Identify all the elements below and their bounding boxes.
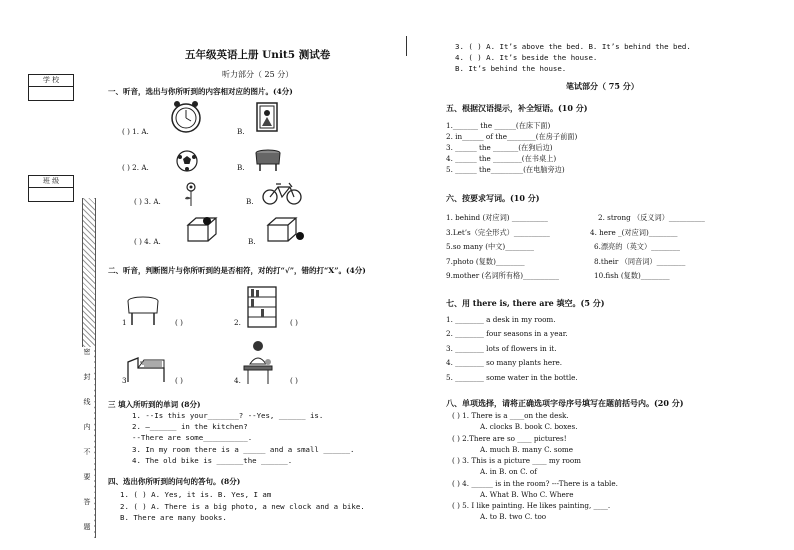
photo-frame-icon	[256, 102, 278, 132]
q7-line-5: 5. ________ some water in the bottle.	[446, 373, 578, 382]
rt-line-2: 4. ( ) A. It’s beside the house.	[455, 53, 598, 62]
q1-row-3-b: B.	[246, 197, 254, 206]
q5-line-3: 3. ______ the _______(在狗后边)	[446, 143, 553, 152]
q6-item-10: 10.fish (复数)________	[594, 271, 670, 280]
q6-item-3: 3.Let’s（完全形式）__________	[446, 228, 550, 237]
school-label: 学 校	[29, 75, 73, 87]
q7-line-2: 2. ________ four seasons in a year.	[446, 329, 568, 338]
seal-char: 答	[83, 498, 91, 506]
q3-title: 三 填入所听到的单词 (8分)	[108, 400, 201, 409]
class-label: 班 级	[29, 176, 73, 188]
q3-line-2: 2. —______ in the kitchen?	[132, 422, 248, 431]
q8-q-5: ( ) 5. I like painting. He likes painting, ____.	[452, 501, 611, 510]
q7-line-1: 1. ________ a desk in my room.	[446, 315, 556, 324]
q7-line-3: 3. ________ lots of flowers in it.	[446, 344, 557, 353]
q2-title: 二、听音，判断图片与你所听到的是否相符，对的打“√”，错的打“X”。(4分)	[108, 266, 366, 275]
q8-q-3: ( ) 3. This is a picture ____ my room	[452, 456, 581, 465]
table-icon	[253, 148, 283, 172]
q6-item-9: 9.mother (名词所有格)__________	[446, 271, 559, 280]
q6-item-1: 1. behind (对应词) __________	[446, 213, 548, 222]
q6-item-8: 8.their （同音词）________	[594, 257, 686, 266]
seal-char: 密	[83, 348, 91, 356]
q1-row-1: ( ) 1. A.	[122, 127, 149, 136]
q8-opts-2: A. much B. many C. some	[480, 445, 573, 454]
q7-line-4: 4. ________ so many plants here.	[446, 358, 563, 367]
q8-q-2: ( ) 2.There are so ____ pictures!	[452, 434, 567, 443]
q8-opts-3: A. in B. on C. of	[480, 467, 537, 476]
q8-opts-1: A. clocks B. book C. boxes.	[480, 422, 578, 431]
q2-paren-1: ( )	[175, 318, 183, 327]
clock-icon	[168, 99, 204, 135]
column-divider	[406, 36, 407, 56]
q3-line-4: 3. In my room there is a _____ and a small ______.	[132, 445, 355, 454]
q5-title: 五、根据汉语提示，补全短语。(10 分)	[446, 103, 588, 113]
q8-title: 八、单项选择，请将正确选项字母序号填写在题前括号内。(20 分)	[446, 398, 684, 408]
bookshelf-icon	[247, 286, 277, 328]
girl-at-table-icon	[240, 338, 276, 386]
q8-q-4: ( ) 4. ______ is in the room? ---There is a table.	[452, 479, 618, 488]
q1-row-3: ( ) 3. A.	[134, 197, 161, 206]
q5-line-2: 2. in______ of the________(在房子前面)	[446, 132, 578, 141]
school-box	[28, 74, 74, 101]
q4-line-2: 2. ( ) A. There is a big photo, a new clock and a bike.	[120, 502, 365, 511]
rt-line-1: 3. ( ) A. It’s above the bed. B. It’s behind the bed.	[455, 42, 691, 51]
q2-paren-3: ( )	[175, 376, 183, 385]
q1-row-2: ( ) 2. A.	[122, 163, 149, 172]
q1-row-4: ( ) 4. A.	[134, 237, 161, 246]
q6-item-6: 6.漂亮的（英文）________	[594, 242, 680, 251]
q6-item-5: 5.so many (中文)________	[446, 242, 534, 251]
q1-title: 一、听音，选出与你所听到的内容相对应的图片。(4分)	[108, 87, 293, 96]
bike-icon	[262, 181, 302, 205]
q1-row-2-b: B.	[237, 163, 245, 172]
q5-line-1: 1._______ the ______(在床下面)	[446, 121, 551, 130]
written-header: 笔试部分（ 75 分）	[566, 81, 639, 91]
q7-title: 七、用 there is, there are 填空。(5 分)	[446, 298, 605, 308]
q2-paren-4: ( )	[290, 376, 298, 385]
q2-num-1: 1	[122, 318, 127, 327]
q3-line-1: 1. --Is this your_______? --Yes, ______ is.	[132, 411, 324, 420]
box-ball-on-icon	[186, 215, 218, 243]
q2-num-4: 4.	[234, 376, 241, 385]
football-icon	[175, 149, 199, 173]
box-ball-beside-icon	[266, 215, 310, 243]
rt-line-3: B. It’s behind the house.	[455, 64, 567, 73]
flower-icon	[182, 181, 200, 207]
q6-item-4: 4. here _(对应词)________	[590, 228, 678, 237]
bed-icon	[126, 354, 166, 384]
q2-num-3: 3	[122, 376, 127, 385]
q1-row-1-b: B.	[237, 127, 245, 136]
q1-row-4-b: B.	[248, 237, 256, 246]
seal-char: 要	[83, 473, 91, 481]
q4-line-3: B. There are many books.	[120, 513, 227, 522]
seal-char: 封	[83, 373, 91, 381]
q2-num-2: 2.	[234, 318, 241, 327]
seal-char: 不	[83, 448, 91, 456]
q3-line-5: 4. The old bike is ______the ______.	[132, 456, 293, 465]
class-box	[28, 175, 74, 202]
q8-opts-5: A. to B. two C. too	[480, 512, 547, 521]
page-title: 五年级英语上册 Unit5 测试卷	[185, 49, 331, 61]
q5-line-4: 4. ______ the ________(在书桌上)	[446, 154, 557, 163]
q4-line-1: 1. ( ) A. Yes, it is. B. Yes, I am	[120, 490, 272, 499]
seal-char: 线	[83, 398, 91, 406]
q8-q-1: ( ) 1. There is a ____on the desk.	[452, 411, 569, 420]
seal-char: 题	[83, 523, 91, 531]
table-cloth-icon	[126, 296, 160, 326]
listening-header: 听力部分（ 25 分）	[222, 70, 294, 79]
q4-title: 四、选出你所听到的问句的答句。(8分)	[108, 477, 241, 486]
q6-item-2: 2. strong （反义词）__________	[598, 213, 705, 222]
q8-opts-4: A. What B. Who C. Where	[480, 490, 574, 499]
q5-line-5: 5. ______ the_________(在电脑旁边)	[446, 165, 565, 174]
seal-text	[80, 347, 94, 547]
q2-paren-2: ( )	[290, 318, 298, 327]
q6-title: 六、按要求写词。(10 分)	[446, 193, 540, 203]
seal-char: 内	[83, 423, 91, 431]
q3-line-3: --There are some__________.	[132, 433, 253, 442]
q6-item-7: 7.photo (复数)________	[446, 257, 525, 266]
